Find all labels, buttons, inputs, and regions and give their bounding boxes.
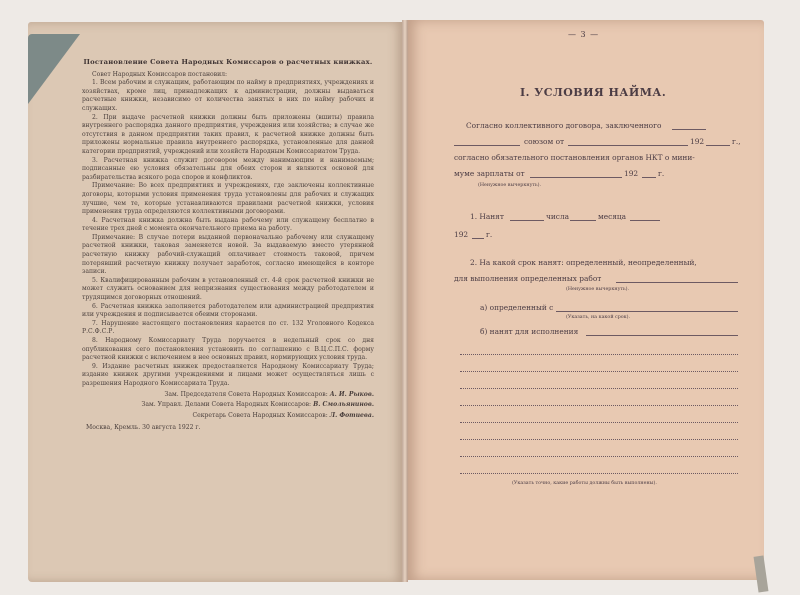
form-line-4-suffix: г. [658,169,665,178]
signature-line [82,401,374,410]
decree-text [82,58,374,433]
decree-heading: Постановление Совета Народных Комиссаров о расчетных книжках. [83,58,373,66]
decree-paragraph: 8. Народному Комиссариату Труда поручается в недельный срок со дня опубликования сего постановления установить по соглашению с В.Ц.С.П.С. форму расчетной книжки с включением в нее основных правил, нормирующих условия труда. [82,337,374,362]
fill-line [530,177,622,178]
blank-line [460,405,738,406]
term-task-label: б) нанят для исполнения [480,327,579,336]
signature-line [82,412,374,421]
strike-note: (Ненужное вычеркнуть). [566,287,630,292]
work-description-note: (Указать точно, какие работы должны быть выполнены). [512,481,657,486]
decree-paragraph: 6. Расчетная книжка заполняется работодателем или администрацией предприятия или учреждения и подписывается обеими сторонами. [82,302,374,319]
fill-line [642,177,656,178]
decree-paragraph: 7. Нарушение настоящего постановления карается по ст. 132 Уголовного Кодекса Р.С.Ф.С.Р. [82,319,374,336]
fill-line [556,311,738,312]
blank-line [460,371,738,372]
fill-line [672,129,706,130]
fill-line [510,220,544,221]
blank-line [460,354,738,355]
form-line-2-union: союзом от [524,137,565,146]
fill-line [706,145,730,146]
hire-year-suffix: г. [486,230,493,239]
term-question: 2. На какой срок нанят: определенный, неопределенный, [470,258,697,267]
spine [402,20,408,582]
blank-line [460,439,738,440]
hire-day-label: числа [546,212,570,221]
decree-paragraph: 5. Квалифицированным рабочим в установленный ст. 4-й срок расчетной книжки не может служить основанием для непризнания существования между работодателем и трудящимся договорных отношений. [82,276,374,302]
signature-name: Л. Фотиева. [329,411,374,419]
signature-name: В. Смольянинов. [313,401,374,409]
fill-line [472,238,484,239]
signature-role: Зам. Управл. Делами Совета Народных Комиссаров: [141,401,312,409]
form-line-4-year: 192 [624,169,639,178]
fill-line [454,145,520,146]
signature-role: Секретарь Совета Народных Комиссаров: [192,411,328,419]
fill-line [568,145,688,146]
fill-line [570,220,596,221]
section-title: I. УСЛОВИЯ НАЙМА. [520,86,667,99]
fill-line [616,282,738,283]
blank-line [460,388,738,389]
form-line-2-suffix: г., [732,137,741,146]
term-specific-work: для выполнения определенных работ [454,274,602,283]
fill-line [630,220,660,221]
right-page [406,20,764,580]
hire-date-label: 1. Нанят [470,212,504,221]
term-defined-note: (Указать, на какой срок). [566,315,631,320]
strike-note: (Ненужное вычеркнуть). [478,183,542,188]
form-line-1: Согласно коллективного договора, заключенного [466,121,662,130]
decree-note: Примечание: Во всех предприятиях и учреждениях, где заключены коллективные договоры, которыми условия применения труда установлены для рабочих и служащих лучшие, чем те, которые устанавливаются правилами расчетной книжки, условия применения труда определяются коллективными договорами. [82,182,374,216]
form-line-3: согласно обязательного постановления органов НКТ о мини- [454,153,695,162]
hire-year-label: 192 [454,230,469,239]
term-defined-label: а) определенный с [480,303,554,312]
place-date: Москва, Кремль. 30 августа 1922 г. [86,424,201,432]
form-line-2-year: 192 [690,137,705,146]
blank-line [460,473,738,474]
signature-line [82,391,374,400]
decree-paragraph: 4. Расчетная книжка должна быть выдана рабочему или служащему бесплатно в течение трех дней с момента окончательного приема на работу. [82,216,374,233]
bookmark-ribbon [754,555,769,592]
form-line-4: муме зарплаты от [454,169,525,178]
hire-month-label: месяца [598,212,627,221]
fill-line [586,335,738,336]
decree-note: Примечание: В случае потери выданной первоначально рабочему или служащему расчетной книжки, таковая заменяется новой. За выдаваемую вместо утерянной расчетную книжку рабочий-служащий оплачивает стоимость таковой, причем потерявший расчетную книжку получает заработок, согласно имеющейся в конторе записи. [82,233,374,276]
decree-paragraph: 3. Расчетная книжка служит договором между нанимающим и нанимаемым; подписанные ею условия обязательны для обеих сторон и являются основой для разбирательства всякого рода споров и конфликтов. [82,156,374,181]
decree-paragraph: 9. Издание расчетных книжек предоставляется Народному Комиссариату Труда; издание книжек другими учреждениями и лицами может осуществляться лишь с разрешения Народного Комиссариата Труда. [82,362,374,387]
decree-intro: Совет Народных Комиссаров постановил: [92,70,228,78]
blank-line [460,456,738,457]
signature-role: Зам. Председателя Совета Народных Комиссаров: [164,390,328,398]
signature-name: А. И. Рыков. [329,390,374,398]
decree-paragraph: 2. При выдаче расчетной книжки должны быть приложены (вшиты) правила внутреннего распорядка данного предприятия, учреждения или хозяйства; в случае же отсутствия в данном предприятии таких правил, к расчетной книжке должны быть приложены нормальные правила внутреннего распорядка, установленные для данной категории предприятий, учреждений или хозяйств Народным Комиссариатом Труда. [82,113,374,155]
decree-paragraph: 1. Всем рабочим и служащим, работающим по найму в предприятиях, учреждениях и хозяйствах, кроме лиц, принадлежащих к администрации, должны выдаваться расчетные книжки, независимо от количества занятых в них по найму рабочих и служащих. [82,79,374,112]
page-number: — 3 — [568,30,600,39]
blank-line [460,422,738,423]
